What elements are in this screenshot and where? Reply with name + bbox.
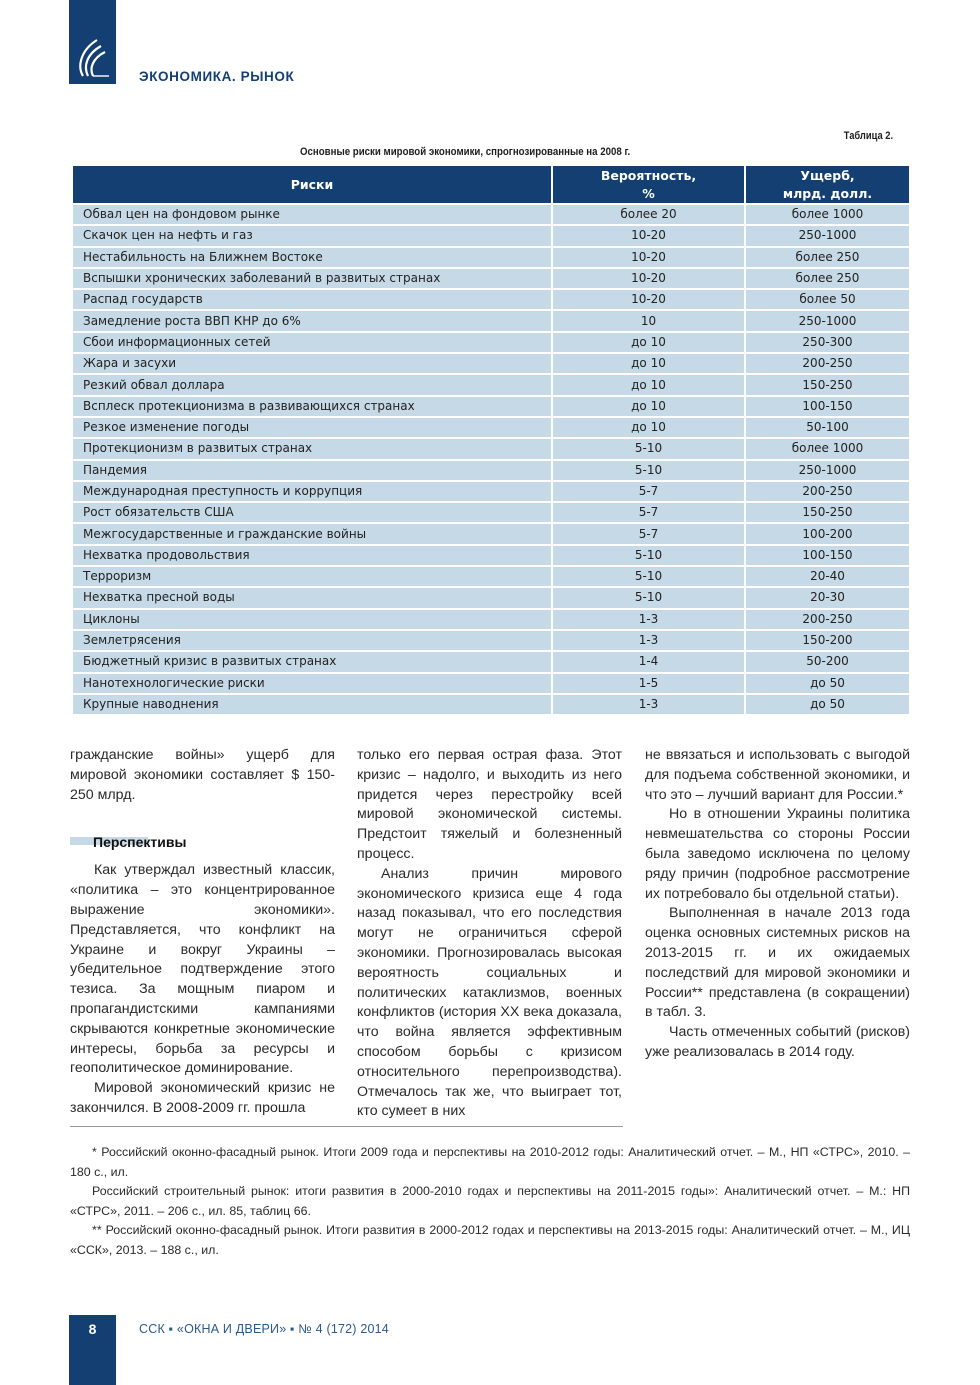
paragraph: Мировой экономический кризис не закончился. В 2008-2009 гг. прошла bbox=[70, 1080, 335, 1116]
risk-cell: Нестабильность на Ближнем Востоке bbox=[73, 248, 551, 267]
table-row bbox=[73, 503, 909, 522]
table-row bbox=[73, 248, 909, 267]
risk-cell: Сбои информационных сетей bbox=[73, 333, 551, 352]
risk-cell: Скачок цен на нефть и газ bbox=[73, 226, 551, 245]
risk-cell: Резкий обвал доллара bbox=[73, 375, 551, 394]
footnote-divider bbox=[70, 1126, 623, 1127]
damage-cell: более 250 bbox=[744, 248, 909, 267]
article-column-3 bbox=[645, 746, 910, 1063]
risk-cell: Резкое изменение погоды bbox=[73, 418, 551, 437]
damage-cell: 250-1000 bbox=[744, 226, 909, 245]
journal-info: ССК ▪ «ОКНА И ДВЕРИ» ▪ № 4 (172) 2014 bbox=[139, 1322, 389, 1336]
column-header-risks: Риски bbox=[73, 166, 551, 203]
damage-cell: 20-30 bbox=[744, 588, 909, 607]
risk-cell: Терроризм bbox=[73, 567, 551, 586]
probability-cell: 5-10 bbox=[551, 439, 744, 458]
table-row bbox=[73, 205, 909, 224]
subheading-text: Перспективы bbox=[93, 834, 187, 851]
risk-cell: Нехватка продовольствия bbox=[73, 546, 551, 565]
table-row bbox=[73, 652, 909, 671]
damage-cell: 150-200 bbox=[744, 631, 909, 650]
damage-cell: 100-200 bbox=[744, 524, 909, 543]
table-row bbox=[73, 461, 909, 480]
paragraph: гражданские войны» ущерб для мировой экономики составляет $ 150-250 млрд. bbox=[70, 747, 335, 803]
probability-cell: 5-10 bbox=[551, 546, 744, 565]
risk-cell: Землетрясения bbox=[73, 631, 551, 650]
table-number: Таблица 2. bbox=[843, 130, 893, 142]
probability-cell: 1-3 bbox=[551, 610, 744, 629]
table-row bbox=[73, 588, 909, 607]
probability-cell: 10-20 bbox=[551, 269, 744, 288]
table-row bbox=[73, 567, 909, 586]
damage-cell: 100-150 bbox=[744, 546, 909, 565]
damage-cell: 150-250 bbox=[744, 375, 909, 394]
probability-cell: 5-10 bbox=[551, 588, 744, 607]
table-row bbox=[73, 354, 909, 373]
table-row bbox=[73, 439, 909, 458]
probability-cell: 5-7 bbox=[551, 524, 744, 543]
risk-cell: Циклоны bbox=[73, 610, 551, 629]
probability-cell: 1-5 bbox=[551, 674, 744, 693]
table-header-row bbox=[73, 166, 909, 203]
probability-cell: 1-3 bbox=[551, 695, 744, 714]
probability-cell: до 10 bbox=[551, 354, 744, 373]
risk-cell: Пандемия bbox=[73, 461, 551, 480]
risk-cell: Вспышки хронических заболеваний в развитых странах bbox=[73, 269, 551, 288]
article-column-2 bbox=[357, 746, 622, 1122]
damage-cell: 20-40 bbox=[744, 567, 909, 586]
table-row bbox=[73, 290, 909, 309]
probability-cell: 10-20 bbox=[551, 248, 744, 267]
paragraph: Но в отношении Украины политика невмешательства со стороны России была заведомо исключена по целому ряду причин (подробное рассмотрение их потребовало бы отдельной статьи). bbox=[645, 806, 910, 902]
damage-cell: 50-100 bbox=[744, 418, 909, 437]
probability-cell: 5-7 bbox=[551, 503, 744, 522]
probability-cell: до 10 bbox=[551, 418, 744, 437]
article-column-1 bbox=[70, 746, 335, 1119]
paragraph: Как утверждал известный классик, «политика – это концентрированное выражение экономики». Представляется, что конфликт на Украине и вокруг Украины – убедительное подтверждение этого тезиса. За мощным пиаром и пропагандистскими кампаниями скрываются конкретные экономические интересы, борьба за ресурсы и геополитическое доминирование. bbox=[70, 862, 335, 1077]
risk-cell: Международная преступность и коррупция bbox=[73, 482, 551, 501]
table-row bbox=[73, 610, 909, 629]
damage-cell: до 50 bbox=[744, 695, 909, 714]
table-row bbox=[73, 311, 909, 330]
damage-cell: 200-250 bbox=[744, 610, 909, 629]
damage-cell: 250-1000 bbox=[744, 311, 909, 330]
damage-cell: 200-250 bbox=[744, 354, 909, 373]
footnotes bbox=[70, 1143, 910, 1261]
risk-cell: Всплеск протекционизма в развивающихся странах bbox=[73, 397, 551, 416]
damage-cell: более 1000 bbox=[744, 205, 909, 224]
column-header-damage: Ущерб, млрд. долл. bbox=[744, 166, 909, 203]
probability-cell: 5-10 bbox=[551, 461, 744, 480]
risk-cell: Обвал цен на фондовом рынке bbox=[73, 205, 551, 224]
table-row bbox=[73, 695, 909, 714]
table-row bbox=[73, 269, 909, 288]
table-row bbox=[73, 546, 909, 565]
wings-logo-icon bbox=[75, 36, 111, 78]
table-row bbox=[73, 375, 909, 394]
probability-cell: 10-20 bbox=[551, 290, 744, 309]
table-row bbox=[73, 226, 909, 245]
probability-cell: 5-10 bbox=[551, 567, 744, 586]
risk-cell: Нанотехнологические риски bbox=[73, 674, 551, 693]
table-row bbox=[73, 631, 909, 650]
table-title: Основные риски мировой экономики, спрогнозированные на 2008 г. bbox=[300, 146, 631, 158]
paragraph: Анализ причин мирового экономического кризиса еще 4 года назад показывал, что его последствия могут не ограничиться сферой экономики. Прогнозировалась высокая вероятность социальных и политических катаклизмов, военных конфликтов (история XX века доказала, что война является эффективным способом борьбы с кризисом относительного перепроизводства). Отмечалось так же, что выиграет тот, кто сумеет в них bbox=[357, 865, 622, 1120]
risk-cell: Жара и засухи bbox=[73, 354, 551, 373]
risk-cell: Бюджетный кризис в развитых странах bbox=[73, 652, 551, 671]
table-row bbox=[73, 333, 909, 352]
risk-cell: Протекционизм в развитых странах bbox=[73, 439, 551, 458]
damage-cell: 50-200 bbox=[744, 652, 909, 671]
damage-cell: 200-250 bbox=[744, 482, 909, 501]
logo-block bbox=[69, 0, 116, 84]
damage-cell: более 250 bbox=[744, 269, 909, 288]
table-row bbox=[73, 524, 909, 543]
footnote: ** Российский оконно-фасадный рынок. Итоги развития в 2000-2012 годах и перспективы на 2013-2015 годы: Аналитический отчет. – М., ИЦ «ССК», 2013. – 188 с., ил. bbox=[70, 1223, 910, 1257]
paragraph: только его первая острая фаза. Этот кризис – надолго, и выходить из него придется через перестройку всей мировой экономической системы. Предстоит тяжелый и болезненный процесс. bbox=[357, 747, 622, 862]
probability-cell: 1-4 bbox=[551, 652, 744, 671]
damage-cell: более 50 bbox=[744, 290, 909, 309]
damage-cell: 250-300 bbox=[744, 333, 909, 352]
risk-cell: Замедление роста ВВП КНР до 6% bbox=[73, 311, 551, 330]
table-row bbox=[73, 674, 909, 693]
table-row bbox=[73, 482, 909, 501]
paragraph: не ввязаться и использовать с выгодой для подъема собственной экономики, и что это – лучший вариант для России.* bbox=[645, 747, 910, 803]
damage-cell: 100-150 bbox=[744, 397, 909, 416]
probability-cell: до 10 bbox=[551, 375, 744, 394]
probability-cell: 10-20 bbox=[551, 226, 744, 245]
probability-cell: 1-3 bbox=[551, 631, 744, 650]
risks-table bbox=[73, 164, 909, 716]
paragraph: Часть отмеченных событий (рисков) уже реализовалась в 2014 году. bbox=[645, 1024, 910, 1060]
risk-cell: Распад государств bbox=[73, 290, 551, 309]
risk-cell: Межгосударственные и гражданские войны bbox=[73, 524, 551, 543]
subheading bbox=[70, 833, 335, 855]
risk-cell: Рост обязательств США bbox=[73, 503, 551, 522]
risk-cell: Нехватка пресной воды bbox=[73, 588, 551, 607]
damage-cell: до 50 bbox=[744, 674, 909, 693]
damage-cell: 150-250 bbox=[744, 503, 909, 522]
damage-cell: 250-1000 bbox=[744, 461, 909, 480]
column-header-probability: Вероятность, % bbox=[551, 166, 744, 203]
probability-cell: до 10 bbox=[551, 333, 744, 352]
page-number-block bbox=[69, 1315, 116, 1385]
page-number: 8 bbox=[88, 1321, 97, 1337]
footnote: * Российский оконно-фасадный рынок. Итоги 2009 года и перспективы на 2010-2012 годы: Аналитический отчет. – М., НП «СТРС», 2010. – 180 с., ил. bbox=[70, 1145, 910, 1179]
risk-cell: Крупные наводнения bbox=[73, 695, 551, 714]
table-row bbox=[73, 418, 909, 437]
probability-cell: 5-7 bbox=[551, 482, 744, 501]
paragraph: Выполненная в начале 2013 года оценка основных системных рисков на 2013-2015 гг. и их ожидаемых последствий для мировой экономики и России** представлена (в сокращении) в табл. 3. bbox=[645, 905, 910, 1021]
damage-cell: более 1000 bbox=[744, 439, 909, 458]
probability-cell: 10 bbox=[551, 311, 744, 330]
section-label: ЭКОНОМИКА. РЫНОК bbox=[139, 69, 295, 84]
table-row bbox=[73, 397, 909, 416]
footnote: Российский строительный рынок: итоги развития в 2000-2010 годах и перспективы на 2011-2015 годы»: Аналитический отчет. – М.: НП «СТРС», 2011. – 206 с., ил. 85, таблиц 66. bbox=[70, 1184, 910, 1218]
probability-cell: до 10 bbox=[551, 397, 744, 416]
probability-cell: более 20 bbox=[551, 205, 744, 224]
